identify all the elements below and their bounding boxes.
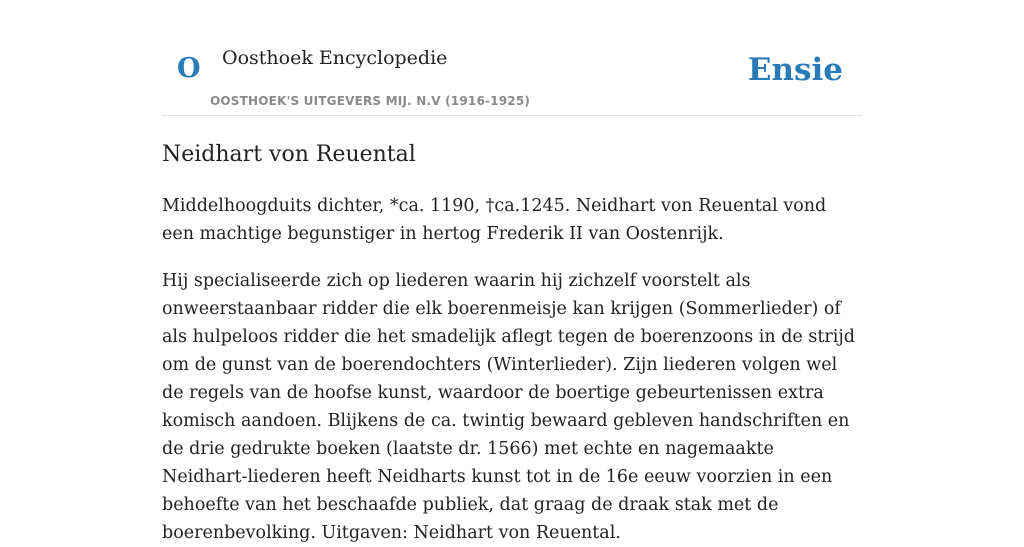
content-column: [162, 0, 862, 547]
ensie-brand-link[interactable]: Ensie: [747, 52, 843, 88]
site-name-link[interactable]: Oosthoek Encyclopedie: [222, 47, 448, 69]
site-header: [162, 0, 862, 116]
publisher-subtitle: OOSTHOEK'S UITGEVERS MIJ. N.V (1916-1925): [210, 94, 531, 108]
article-title: Neidhart von Reuental: [162, 142, 416, 167]
article-paragraph-1: Middelhoogduits dichter, *ca. 1190, †ca.1245. Neidhart von Reuental vond een machtige begunstiger in hertog Frederik II van Oostenrijk.: [162, 196, 827, 244]
site-logo[interactable]: O: [177, 53, 201, 84]
article: [162, 140, 862, 547]
article-paragraph-2: Hij specialiseerde zich op liederen waarin hij zichzelf voorstelt als onweerstaanbaar ridder die elk boerenmeisje kan krijgen (Sommerlieder) of als hulpeloos ridder die het smadelijk aflegt tegen de boerenzoons in de strijd om de gunst van de boerendochters (Winterlieder). Zijn liederen volgen wel de regels van de hoofse kunst, waardoor de boertige gebeurtenissen extra komisch aandoen. Blijkens de ca. twintig bewaard gebleven handschriften en de drie gedrukte boeken (laatste dr. 1566) met echte en nagemaakte Neidhart-liederen heeft Neidharts kunst tot in de 16e eeuw voorzien in een behoefte van het beschaafde publiek, dat graag de draak stak met de boerenbevolking. Uitgaven: Neidhart von Reuental.: [162, 271, 855, 543]
